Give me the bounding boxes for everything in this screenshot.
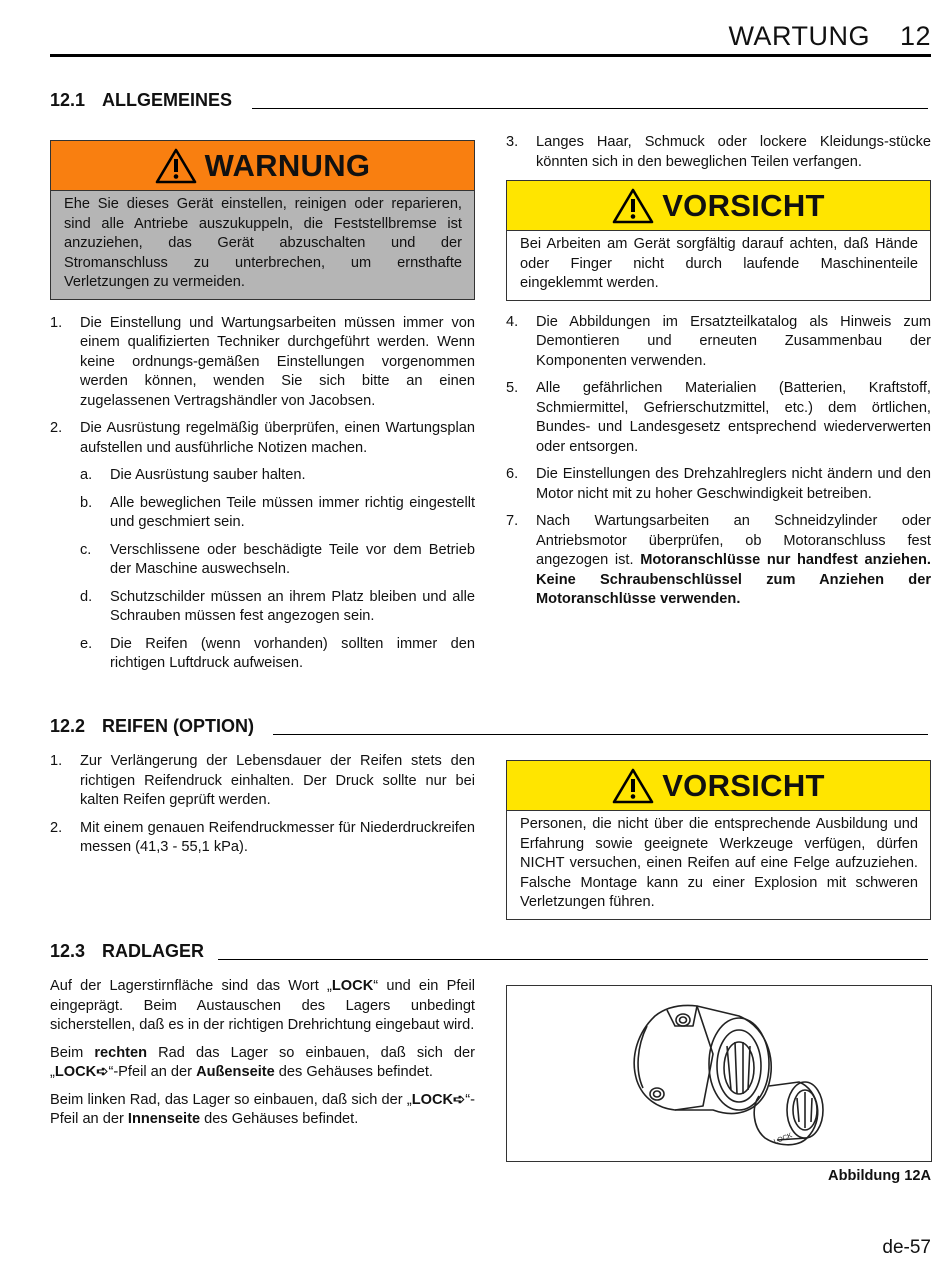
section-title: REIFEN (OPTION): [102, 716, 254, 736]
section-heading-12-2: [50, 715, 928, 737]
list-marker: 7.: [506, 513, 519, 529]
section-title: ALLGEMEINES: [102, 90, 233, 110]
list-item: [506, 313, 931, 372]
list-item-text: Die Ausrüstung regelmäßig überprüfen, einen Wartungsplan aufstellen und ausführliche Notizen machen.: [80, 420, 475, 456]
sub-list-text: Die Reifen (wenn vorhanden) sollten immer den richtigen Luftdruck aufweisen.: [110, 635, 475, 671]
sub-list-text: Verschlissene oder beschädigte Teile vor dem Betrieb der Maschine auswechseln.: [110, 541, 475, 577]
list-marker: 6.: [506, 466, 519, 482]
text-run: Beim: [50, 1044, 95, 1061]
bearing-paragraph-2: [50, 1044, 475, 1083]
maintenance-list-right: [506, 313, 931, 610]
chapter-title: [728, 18, 931, 54]
sub-list-marker: d.: [80, 588, 93, 605]
chapter-name: WARTUNG: [728, 21, 870, 51]
list-item: [50, 819, 475, 858]
list-marker: 3.: [506, 134, 519, 150]
caution-box: [506, 180, 931, 301]
caution-header: [507, 761, 930, 811]
caution-title: VORSICHT: [662, 767, 825, 803]
list-item: [506, 512, 931, 610]
sub-list-item: [80, 635, 475, 674]
text-run-bold: Außenseite: [196, 1064, 275, 1080]
list-item: [50, 419, 475, 674]
caution-title: VORSICHT: [662, 187, 825, 223]
section-heading-12-1: [50, 89, 928, 111]
list-item: [50, 752, 475, 811]
sub-list-marker: b.: [80, 494, 93, 511]
section-12-1-right-column: [506, 133, 931, 618]
section-heading-12-3: [50, 940, 928, 962]
section-number: 12.1: [50, 90, 86, 110]
list-marker: 1.: [50, 314, 63, 331]
list-item: [50, 314, 475, 412]
warning-triangle-icon: [612, 188, 654, 224]
section-12-2-right-column: [506, 760, 931, 920]
text-run-bold: Innenseite: [127, 1111, 201, 1127]
heading-rule: [218, 959, 928, 961]
list-item-text: Die Einstellungen des Drehzahlreglers nicht ändern und den Motor nicht mit zu hoher Geschwindigkeit betreiben.: [536, 466, 931, 502]
list-marker: 4.: [506, 313, 519, 330]
section-number: 12.3: [50, 941, 86, 961]
list-item-bold-text: Motoranschlüsse nur handfest anziehen. Keine Schraubenschlüssel zum Anziehen der Motoranschlüsse verwenden.: [536, 552, 931, 607]
warning-triangle-icon: [155, 148, 197, 184]
chapter-number: 12: [899, 21, 931, 51]
sub-list-item: [80, 541, 475, 580]
sub-list-item: [80, 494, 475, 533]
heading-rule: [252, 108, 928, 110]
page-header: [50, 18, 931, 57]
list-item-text: Nach Wartungsarbeiten an Schneidzylinder oder Antriebsmotor überprüfen, ob Motoranschluss fest angezogen ist.: [536, 513, 931, 568]
bearing-paragraph-1: [50, 977, 475, 1036]
warning-text: Ehe Sie dieses Gerät einstellen, reinigen oder reparieren, sind alle Antriebe auszukuppeln, die Feststellbremse ist anzuziehen, das Gerät abzuschalten und der Stromanschluss zu unterbrechen, um ernsthafte Verletzungen zu vermeiden.: [51, 191, 474, 299]
list-marker: 1.: [50, 753, 63, 769]
sub-list: [80, 466, 475, 674]
text-run-bold: LOCK: [331, 978, 374, 994]
sub-list-marker: c.: [80, 541, 92, 558]
text-run: des Gehäuses befindet.: [274, 1064, 433, 1080]
list-item: [506, 465, 931, 504]
text-run: “-Pfeil an der: [50, 1091, 475, 1127]
bearing-paragraph-3: [50, 1091, 475, 1130]
list-item-text: Alle gefährlichen Materialien (Batterien, Kraftstoff, Schmiermittel, Gefrierschutzmittel, etc.) dem örtlichen, Bundes- und Landesgesetz entsprechend wiederverwerten oder entsorgen.: [536, 380, 931, 455]
warning-header: [51, 141, 474, 191]
heading-rule: [273, 734, 928, 736]
bearing-lock-label: LOCK: [773, 1132, 794, 1146]
list-marker: 5.: [506, 380, 519, 396]
caution-text: Bei Arbeiten am Gerät sorgfältig darauf achten, daß Hände oder Finger nicht durch laufende Maschinenteile eingeklemmt werden.: [507, 231, 930, 300]
sub-list-text: Schutzschilder müssen an ihrem Platz bleiben und alle Schrauben müssen fest angezogen sein.: [110, 588, 475, 624]
warning-title: WARNUNG: [204, 147, 371, 183]
section-12-2-left-column: [50, 752, 475, 866]
section-number: 12.2: [50, 716, 86, 736]
sub-list-marker: a.: [80, 467, 93, 483]
list-item-text: Mit einem genauen Reifendruckmesser für Niederdruckreifen messen (41,3 - 55,1 kPa).: [80, 819, 475, 855]
sub-list-text: Alle beweglichen Teile müssen immer richtig eingestellt und geschmiert sein.: [110, 494, 475, 530]
caution-header: [507, 181, 930, 231]
text-run-bold: LOCK➪: [411, 1091, 466, 1108]
sub-list-text: Die Ausrüstung sauber halten.: [110, 467, 306, 483]
warning-box: [50, 140, 475, 300]
page-number: de-57: [882, 1237, 931, 1258]
maintenance-list-right-top: [506, 133, 931, 172]
text-run: Auf der Lagerstirnfläche sind das Wort „: [50, 978, 332, 994]
sub-list-marker: e.: [80, 635, 93, 652]
sub-list-item: [80, 588, 475, 627]
list-item-text: Die Einstellung und Wartungsarbeiten müssen immer von einem qualifizierten Techniker durchgeführt werden. Wenn keine ordnungs-gemäßen Einstellungen vorgenommen werden können, wenden Sie sich bitte an einen zugelassenen Vertragshändler von Jacobsen.: [80, 314, 475, 409]
section-12-1-left-column: [50, 140, 475, 682]
tire-caution-box: [506, 760, 931, 920]
caution-text: Personen, die nicht über die entsprechende Ausbildung und Erfahrung sowie geeignete Werkzeuge verfügen, dürfen NICHT versuchen, einen Reifen auf eine Felge aufzuziehen. Falsche Montage kann zu einer Explosion mit schweren Verletzungen führen.: [507, 811, 930, 919]
list-marker: 2.: [50, 420, 63, 436]
text-run: “ und ein Pfeil eingeprägt. Beim Austauschen des Lagers unbedingt sicherstellen, daß es in der richtigen Drehrichtung eingebaut wird.: [50, 978, 475, 1033]
warning-triangle-icon: [612, 768, 654, 804]
list-item-text: Zur Verlängerung der Lebensdauer der Reifen stets den richtigen Reifendruck einhalten. Der Druck sollte nur bei kalten Reifen geprüft werden.: [80, 753, 475, 808]
list-item: [506, 379, 931, 457]
tire-list: [50, 752, 475, 858]
list-item: [506, 133, 931, 172]
text-run-bold: LOCK➪: [54, 1064, 109, 1080]
text-run: “-Pfeil an der: [108, 1064, 197, 1080]
list-item-text: Langes Haar, Schmuck oder lockere Kleidungs-stücke könnten sich in den beweglichen Teilen verfangen.: [536, 134, 931, 170]
maintenance-list-left: [50, 314, 475, 674]
text-run: des Gehäuses befindet.: [200, 1111, 359, 1127]
section-12-3-text: [50, 977, 475, 1138]
sub-list-item: [80, 466, 475, 486]
figure-caption: Abbildung 12A: [828, 1168, 931, 1184]
text-run-bold: rechten: [94, 1044, 148, 1061]
section-title: RADLAGER: [102, 941, 204, 961]
list-marker: 2.: [50, 819, 63, 836]
wheel-bearing-illustration: [507, 986, 931, 1161]
figure-12a: [506, 985, 932, 1162]
list-item-text: Die Abbildungen im Ersatzteilkatalog als Hinweis zum Demontieren und erneuten Zusammenbau der Komponenten verwenden.: [536, 313, 931, 369]
text-run: Rad das Lager so einbauen, daß sich der „: [50, 1044, 475, 1080]
text-run: Beim linken Rad, das Lager so einbauen, daß sich der „: [50, 1091, 412, 1108]
